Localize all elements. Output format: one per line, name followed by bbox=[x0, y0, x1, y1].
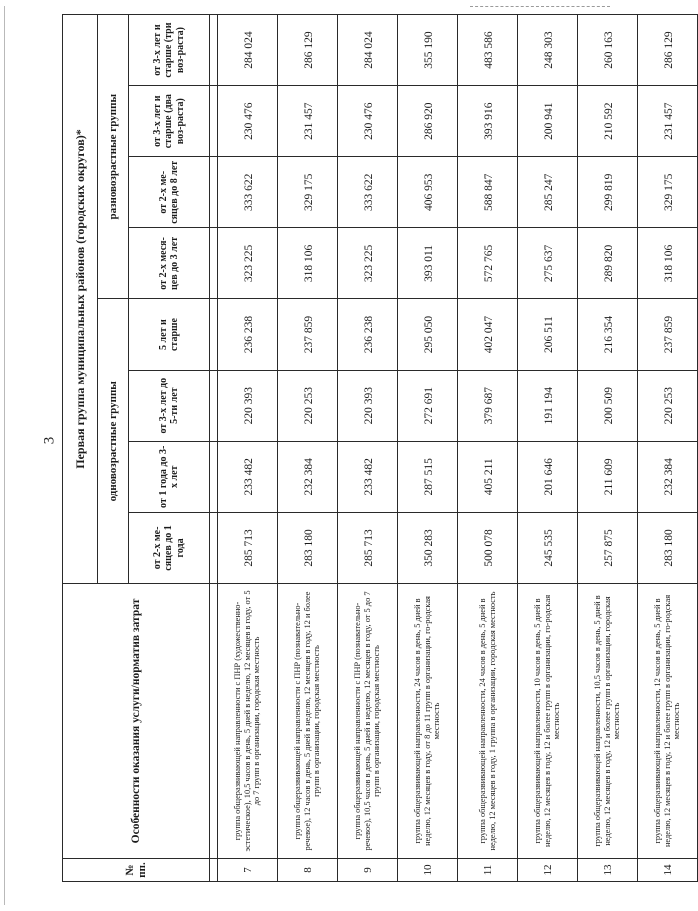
cost-value-cell bbox=[638, 157, 698, 228]
cost-value: 588 847 bbox=[482, 173, 495, 211]
empty-cell bbox=[210, 15, 218, 86]
cost-value: 500 078 bbox=[482, 529, 495, 567]
cost-value-cell bbox=[518, 86, 578, 157]
cost-value-cell bbox=[278, 299, 338, 370]
cost-value: 206 511 bbox=[542, 316, 555, 354]
cost-value-cell bbox=[518, 441, 578, 512]
cost-value-cell bbox=[218, 157, 278, 228]
row-number-cell bbox=[398, 859, 458, 882]
row-description-cell bbox=[578, 584, 638, 859]
empty-cell bbox=[210, 299, 218, 370]
row-number: 10 bbox=[421, 864, 434, 876]
cost-value-cell bbox=[338, 512, 398, 583]
cost-value: 323 225 bbox=[362, 244, 375, 283]
cost-value: 236 238 bbox=[242, 315, 255, 354]
cost-value-cell bbox=[338, 441, 398, 512]
cost-value-cell bbox=[518, 370, 578, 441]
cost-value-cell bbox=[218, 15, 278, 86]
cost-value: 283 180 bbox=[302, 529, 315, 567]
cost-value-cell bbox=[458, 228, 518, 299]
cost-value-cell bbox=[458, 15, 518, 86]
header-column: от 2-х ме-сяцев до 8 лет bbox=[129, 157, 210, 228]
cost-value: 483 586 bbox=[482, 31, 495, 69]
cost-value: 201 646 bbox=[542, 458, 555, 496]
row-description-cell bbox=[218, 584, 278, 859]
cost-value: 233 482 bbox=[362, 458, 375, 496]
cost-value: 402 047 bbox=[482, 315, 495, 354]
cost-value-cell bbox=[218, 86, 278, 157]
cost-value-cell bbox=[278, 512, 338, 583]
cost-value-cell bbox=[638, 15, 698, 86]
cost-value: 283 180 bbox=[662, 529, 675, 567]
cost-value-cell bbox=[578, 157, 638, 228]
cost-value: 231 457 bbox=[662, 102, 675, 140]
table-row-empty bbox=[210, 15, 218, 882]
cost-value: 285 713 bbox=[242, 529, 255, 567]
cost-value: 232 384 bbox=[662, 458, 675, 496]
cost-value: 323 225 bbox=[242, 244, 255, 283]
cost-value-cell bbox=[278, 86, 338, 157]
table-row bbox=[638, 15, 698, 882]
cost-value: 232 384 bbox=[302, 458, 315, 496]
cost-value: 230 476 bbox=[242, 102, 255, 140]
cost-value: 299 819 bbox=[602, 173, 615, 211]
empty-cell bbox=[210, 859, 218, 882]
cost-value-cell bbox=[338, 86, 398, 157]
cost-value-cell bbox=[398, 86, 458, 157]
cost-value-cell bbox=[338, 228, 398, 299]
cost-value: 237 859 bbox=[302, 315, 315, 354]
row-description-cell bbox=[338, 584, 398, 859]
cost-value-cell bbox=[278, 370, 338, 441]
cost-value: 355 190 bbox=[422, 31, 435, 69]
cost-value: 350 283 bbox=[422, 529, 435, 567]
cost-value-cell bbox=[518, 15, 578, 86]
cost-value-cell bbox=[578, 441, 638, 512]
empty-cell bbox=[210, 86, 218, 157]
cost-value: 393 011 bbox=[422, 244, 435, 282]
cost-value-cell bbox=[638, 86, 698, 157]
cost-value-cell bbox=[638, 512, 698, 583]
empty-cell bbox=[210, 512, 218, 583]
cost-value: 233 482 bbox=[242, 458, 255, 496]
cost-value: 286 129 bbox=[302, 31, 315, 69]
cost-value: 230 476 bbox=[362, 102, 375, 140]
cost-value-cell bbox=[218, 370, 278, 441]
cost-value: 405 211 bbox=[482, 458, 495, 496]
document-sheet bbox=[62, 14, 682, 882]
cost-value-cell bbox=[518, 157, 578, 228]
row-description: группа общеразвивающей направленности, 24 часов в день, 5 дней в неделю, 12 месяцев в году, от 8 до 11 групп в организации, го-родская местность bbox=[412, 596, 442, 846]
cost-value: 284 024 bbox=[362, 31, 375, 69]
cost-value: 393 916 bbox=[482, 102, 495, 140]
cost-value: 200 941 bbox=[542, 102, 555, 140]
cost-value-cell bbox=[398, 441, 458, 512]
cost-value: 245 535 bbox=[542, 529, 555, 567]
cost-value-cell bbox=[338, 299, 398, 370]
cost-value-cell bbox=[218, 228, 278, 299]
cost-value-cell bbox=[398, 15, 458, 86]
cost-value: 248 303 bbox=[542, 31, 555, 69]
empty-cell bbox=[210, 370, 218, 441]
cost-value: 285 713 bbox=[362, 529, 375, 567]
cost-norms-table bbox=[62, 14, 698, 882]
cost-value-cell bbox=[338, 15, 398, 86]
cost-value-cell bbox=[458, 157, 518, 228]
cost-value: 260 163 bbox=[602, 31, 615, 69]
cost-value-cell bbox=[278, 441, 338, 512]
table-row bbox=[218, 15, 278, 882]
cost-value-cell bbox=[278, 157, 338, 228]
cost-value: 285 247 bbox=[542, 173, 555, 211]
cost-value-cell bbox=[458, 299, 518, 370]
row-number: 8 bbox=[301, 867, 314, 873]
empty-cell bbox=[210, 157, 218, 228]
header-same-age-group: одновозрастные группы bbox=[98, 299, 129, 584]
cost-value-cell bbox=[398, 157, 458, 228]
scan-edge-line bbox=[4, 6, 5, 905]
header-column: от 3-х лет и старше (два воз-раста) bbox=[129, 86, 210, 157]
header-column: от 3-х лет до 5-ти лет bbox=[129, 370, 210, 441]
row-description-cell bbox=[638, 584, 698, 859]
cost-value: 220 253 bbox=[302, 387, 315, 425]
row-description: группа общеразвивающей направленности, 24 часов в день, 5 дней в неделю, 12 месяцев в году, 1 группа в организации, городская местность bbox=[477, 591, 497, 851]
cost-value: 289 820 bbox=[602, 244, 615, 283]
header-column: от 1 года до 3-х лет bbox=[129, 441, 210, 512]
row-number-cell bbox=[338, 859, 398, 882]
cost-value: 220 393 bbox=[362, 387, 375, 425]
cost-value: 329 175 bbox=[662, 173, 675, 211]
cost-value: 211 609 bbox=[602, 458, 615, 496]
cost-value-cell bbox=[638, 299, 698, 370]
cost-value: 236 238 bbox=[362, 315, 375, 354]
cost-value-cell bbox=[218, 512, 278, 583]
row-number: 14 bbox=[661, 864, 674, 876]
cost-value: 295 050 bbox=[422, 315, 435, 354]
cost-value-cell bbox=[578, 86, 638, 157]
header-column: от 2-х ме-сяцев до 1 года bbox=[129, 512, 210, 583]
cost-value-cell bbox=[398, 512, 458, 583]
header-mixed-age-group: разновозрастные группы bbox=[98, 15, 129, 300]
empty-cell bbox=[210, 441, 218, 512]
row-number: 13 bbox=[601, 864, 614, 876]
row-description: группа общеразвивающей направленности, 10,5 часов в день, 5 дней в неделю, 12 месяцев в году, 12 и более групп в организации, городская местность bbox=[592, 595, 622, 847]
cost-value-cell bbox=[638, 370, 698, 441]
cost-value: 231 457 bbox=[302, 102, 315, 140]
row-number-cell bbox=[578, 859, 638, 882]
cost-value-cell bbox=[458, 370, 518, 441]
cost-value: 200 509 bbox=[602, 387, 615, 425]
table-row bbox=[518, 15, 578, 882]
cost-value-cell bbox=[578, 299, 638, 370]
cost-value: 284 024 bbox=[242, 31, 255, 69]
row-description-cell bbox=[398, 584, 458, 859]
table-header-row-main bbox=[63, 15, 98, 882]
cost-value-cell bbox=[458, 86, 518, 157]
cost-value: 333 622 bbox=[362, 173, 375, 211]
cost-value: 318 106 bbox=[302, 244, 315, 283]
cost-value: 220 393 bbox=[242, 387, 255, 425]
cost-value: 237 859 bbox=[662, 315, 675, 354]
cost-value: 329 175 bbox=[302, 173, 315, 211]
cost-value-cell bbox=[218, 441, 278, 512]
header-column: от 2-х меся-цев до 3 лет bbox=[129, 228, 210, 299]
page-number: 3 bbox=[41, 436, 58, 445]
cost-value-cell bbox=[518, 228, 578, 299]
cost-value-cell bbox=[638, 228, 698, 299]
cost-value-cell bbox=[578, 228, 638, 299]
row-number: 9 bbox=[361, 867, 374, 873]
header-column: 5 лет и старше bbox=[129, 299, 210, 370]
cost-value-cell bbox=[518, 299, 578, 370]
cost-value-cell bbox=[398, 370, 458, 441]
cost-value-cell bbox=[338, 370, 398, 441]
cost-value-cell bbox=[638, 441, 698, 512]
cost-value: 210 592 bbox=[602, 102, 615, 140]
empty-cell bbox=[210, 584, 218, 859]
rotated-page bbox=[62, 14, 682, 882]
table-row bbox=[338, 15, 398, 882]
cost-value: 572 765 bbox=[482, 244, 495, 283]
row-number: 12 bbox=[541, 864, 554, 876]
cost-value: 257 875 bbox=[602, 529, 615, 567]
row-number: 11 bbox=[481, 864, 494, 876]
cost-value-cell bbox=[218, 299, 278, 370]
row-description: группа общеразвивающей направленности с ПНР (познавательно-речевое), 12 часов в день, 5 дней в неделю, 12 месяцев в году, 12 и более групп в организации, городская местность bbox=[292, 591, 322, 851]
table-row bbox=[458, 15, 518, 882]
row-number: 7 bbox=[241, 867, 254, 873]
cost-value: 216 354 bbox=[602, 315, 615, 354]
cost-value-cell bbox=[458, 512, 518, 583]
row-description-cell bbox=[458, 584, 518, 859]
header-number: № пп. bbox=[63, 859, 210, 882]
cost-value-cell bbox=[398, 299, 458, 370]
row-description: группа общеразвивающей направленности, 10 часов в день, 5 дней в неделю, 12 месяцев в году, 12 и более групп в организации, го-родская местность bbox=[532, 594, 562, 848]
table-row bbox=[578, 15, 638, 882]
cost-value: 406 953 bbox=[422, 173, 435, 211]
cost-value-cell bbox=[518, 512, 578, 583]
row-description: группа общеразвивающей направленности с ПНР (художественно-эстетическое), 10,5 часов в день, 5 дней в неделю, 12 месяцев в году, от 5 до 7 групп в организации, городская местность bbox=[232, 590, 262, 852]
cost-value: 272 691 bbox=[422, 387, 435, 425]
cost-value: 220 253 bbox=[662, 387, 675, 425]
scan-corner-marks bbox=[470, 6, 610, 9]
row-description-cell bbox=[518, 584, 578, 859]
cost-value: 318 106 bbox=[662, 244, 675, 283]
table-row bbox=[398, 15, 458, 882]
row-number-cell bbox=[638, 859, 698, 882]
cost-value-cell bbox=[458, 441, 518, 512]
cost-value-cell bbox=[338, 157, 398, 228]
header-features: Особенности оказания услуги/норматив затрат bbox=[63, 584, 210, 859]
row-number-cell bbox=[278, 859, 338, 882]
table-body bbox=[218, 15, 698, 882]
cost-value: 333 622 bbox=[242, 173, 255, 211]
row-number-cell bbox=[218, 859, 278, 882]
row-description: группа общеразвивающей направленности с ПНР (познавательно-речевое), 10,5 часов в день, 5 дней в неделю, 12 месяцев в году, от 5 до 7 групп в организации, городская местность bbox=[352, 591, 382, 851]
cost-value: 275 637 bbox=[542, 244, 555, 283]
cost-value-cell bbox=[578, 370, 638, 441]
cost-value: 286 920 bbox=[422, 102, 435, 140]
empty-cell bbox=[210, 228, 218, 299]
row-number-cell bbox=[518, 859, 578, 882]
header-main-group: Первая группа муниципальных районов (городских округов)* bbox=[63, 15, 98, 584]
row-number-cell bbox=[458, 859, 518, 882]
row-description-cell bbox=[278, 584, 338, 859]
cost-value-cell bbox=[398, 228, 458, 299]
cost-value: 287 515 bbox=[422, 458, 435, 496]
header-column: от 3-х лет и старше (три воз-раста) bbox=[129, 15, 210, 86]
cost-value: 286 129 bbox=[662, 31, 675, 69]
row-description: группа общеразвивающей направленности, 12 часов в день, 5 дней в неделю, 12 месяцев в году, 12 и более групп в организации, го-родская местность bbox=[652, 594, 682, 848]
cost-value-cell bbox=[578, 15, 638, 86]
cost-value-cell bbox=[278, 15, 338, 86]
cost-value-cell bbox=[278, 228, 338, 299]
table-row bbox=[278, 15, 338, 882]
cost-value: 191 194 bbox=[542, 387, 555, 425]
cost-value: 379 687 bbox=[482, 387, 495, 425]
cost-value-cell bbox=[578, 512, 638, 583]
